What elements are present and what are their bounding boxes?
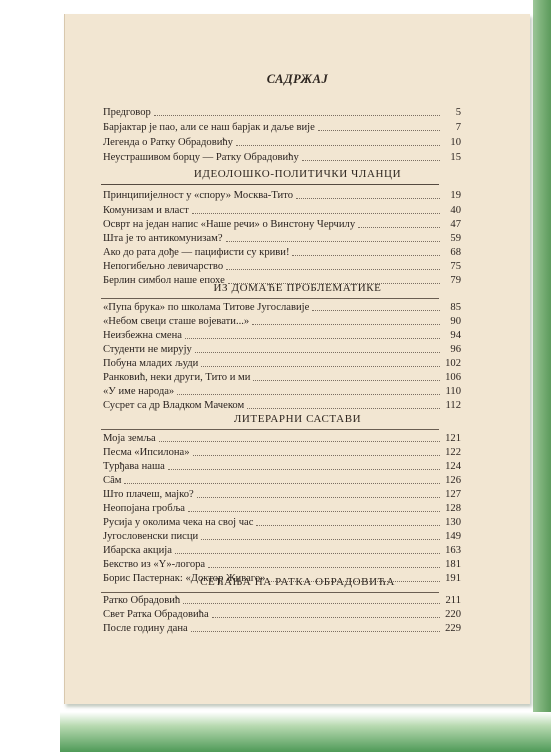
book-cover-edge bbox=[533, 0, 551, 752]
book-cover-bottom bbox=[60, 712, 551, 752]
entry-title: Русија у околима чека на свој час bbox=[103, 517, 254, 528]
entry-title: Моја земља bbox=[103, 433, 156, 444]
dot-leader bbox=[318, 129, 440, 131]
section-heading: ИДЕОЛОШКО-ПОЛИТИЧКИ ЧЛАНЦИ bbox=[193, 168, 402, 180]
toc-entry bbox=[103, 608, 461, 621]
entry-title: Ратко Обрадовић bbox=[103, 595, 181, 606]
entry-page: 40 bbox=[450, 205, 461, 216]
entry-title: Принципијелност у «спору» Москва-Тито bbox=[103, 190, 293, 201]
toc-entry bbox=[103, 246, 461, 259]
entry-page: 96 bbox=[450, 344, 461, 355]
toc-entry bbox=[103, 530, 461, 543]
entry-page: 68 bbox=[450, 247, 461, 258]
entry-title: «У име народа» bbox=[103, 386, 175, 397]
entry-page: 94 bbox=[450, 330, 461, 341]
entry-page: 106 bbox=[445, 372, 461, 383]
dot-leader bbox=[193, 454, 440, 456]
toc-entry bbox=[103, 136, 461, 149]
entry-title: Борис Пастернак: «Доктор Живаго» bbox=[103, 573, 266, 584]
toc-entry bbox=[103, 544, 461, 557]
entry-page: 124 bbox=[445, 461, 461, 472]
entry-title: Неопојана гробља bbox=[103, 503, 186, 514]
entry-page: 181 bbox=[445, 559, 461, 570]
section-heading: ЛИТЕРАРНИ САСТАВИ bbox=[233, 413, 362, 425]
entry-title: Непогибељно левичарство bbox=[103, 261, 224, 272]
dot-leader bbox=[124, 482, 440, 484]
entry-title: Осврт на један напис «Наше речи» о Винстону Черчилу bbox=[103, 219, 356, 230]
entry-page: 59 bbox=[450, 233, 461, 244]
entry-title: «Пупа брука» по школама Титове Југославије bbox=[103, 302, 310, 313]
page-title: САДРЖАЈ bbox=[266, 72, 329, 86]
entry-page: 128 bbox=[445, 503, 461, 514]
entry-page: 10 bbox=[450, 137, 461, 148]
toc-entry bbox=[103, 204, 461, 217]
entry-page: 130 bbox=[445, 517, 461, 528]
dot-leader bbox=[201, 538, 440, 540]
toc-entry bbox=[103, 189, 461, 202]
entry-title: Шта је то антикомунизам? bbox=[103, 233, 223, 244]
toc-entry bbox=[103, 218, 461, 231]
entry-page: 90 bbox=[450, 316, 461, 327]
dot-leader bbox=[201, 365, 440, 367]
dot-leader bbox=[185, 337, 440, 339]
entry-title: «Небом свеци сташе војевати...» bbox=[103, 316, 250, 327]
entry-page: 163 bbox=[445, 545, 461, 556]
entry-title: Турђава наша bbox=[103, 461, 165, 472]
dot-leader bbox=[159, 440, 440, 442]
entry-title: Ибарска акција bbox=[103, 545, 172, 556]
dot-leader bbox=[252, 323, 440, 325]
toc-entry bbox=[103, 232, 461, 245]
contents-page bbox=[64, 14, 530, 704]
toc-entry bbox=[103, 399, 461, 412]
entry-title: Сусрет са др Владком Мачеком bbox=[103, 400, 245, 411]
entry-page: 127 bbox=[445, 489, 461, 500]
dot-leader bbox=[197, 496, 440, 498]
section-heading: ИЗ ДОМАЋЕ ПРОБЛЕМАТИКЕ bbox=[213, 282, 382, 294]
toc-entry bbox=[103, 371, 461, 384]
entry-title: Бекство из «Y»-логора bbox=[103, 559, 206, 570]
dot-leader bbox=[154, 114, 440, 116]
entry-title: Неустрашивом борцу — Ратку Обрадовићу bbox=[103, 152, 299, 163]
dot-leader bbox=[226, 268, 440, 270]
toc-entry bbox=[103, 460, 461, 473]
toc-entry bbox=[103, 385, 461, 398]
entry-page: 122 bbox=[445, 447, 461, 458]
dot-leader bbox=[195, 351, 440, 353]
entry-page: 121 bbox=[445, 433, 461, 444]
dot-leader bbox=[177, 393, 440, 395]
dot-leader bbox=[212, 616, 440, 618]
entry-title: Песма «Ипсилона» bbox=[103, 447, 190, 458]
entry-page: 229 bbox=[445, 623, 461, 634]
entry-title: Предговор bbox=[103, 107, 151, 118]
entry-title: Студенти не мирују bbox=[103, 344, 192, 355]
entry-page: 19 bbox=[450, 190, 461, 201]
section-rule bbox=[101, 592, 439, 593]
toc-entry bbox=[103, 446, 461, 459]
entry-title: Берлин симбол наше епохе bbox=[103, 275, 225, 286]
entry-title: Барјактар је пао, али се наш барјак и даље вије bbox=[103, 122, 315, 133]
toc-entry bbox=[103, 343, 461, 356]
dot-leader bbox=[168, 468, 440, 470]
entry-page: 220 bbox=[445, 609, 461, 620]
entry-page: 85 bbox=[450, 302, 461, 313]
entry-title: Легенда о Ратку Обрадовићу bbox=[103, 137, 233, 148]
entry-page: 149 bbox=[445, 531, 461, 542]
entry-page: 112 bbox=[445, 400, 461, 411]
dot-leader bbox=[183, 602, 440, 604]
toc-entry bbox=[103, 106, 461, 119]
dot-leader bbox=[302, 159, 440, 161]
entry-page: 7 bbox=[455, 122, 461, 133]
dot-leader bbox=[253, 379, 440, 381]
entry-title: Ранковић, неки други, Тито и ми bbox=[103, 372, 251, 383]
toc-entry bbox=[103, 301, 461, 314]
entry-page: 110 bbox=[445, 386, 461, 397]
entry-page: 211 bbox=[445, 595, 461, 606]
entry-page: 191 bbox=[445, 573, 461, 584]
dot-leader bbox=[236, 144, 440, 146]
section-rule bbox=[101, 429, 439, 430]
entry-page: 47 bbox=[450, 219, 461, 230]
dot-leader bbox=[296, 197, 440, 199]
dot-leader bbox=[191, 630, 440, 632]
toc-entry bbox=[103, 357, 461, 370]
dot-leader bbox=[175, 552, 440, 554]
entry-page: 5 bbox=[455, 107, 461, 118]
toc-entry bbox=[103, 502, 461, 515]
toc-entry bbox=[103, 558, 461, 571]
toc-entry bbox=[103, 594, 461, 607]
entry-page: 79 bbox=[450, 275, 461, 286]
dot-leader bbox=[312, 309, 440, 311]
entry-page: 126 bbox=[445, 475, 461, 486]
entry-page: 102 bbox=[445, 358, 461, 369]
section-rule bbox=[101, 298, 439, 299]
toc-entry bbox=[103, 432, 461, 445]
dot-leader bbox=[358, 226, 440, 228]
entry-title: Свет Ратка Обрадовића bbox=[103, 609, 209, 620]
entry-title: Што плачеш, мајко? bbox=[103, 489, 194, 500]
toc-entry bbox=[103, 488, 461, 501]
toc-entry bbox=[103, 474, 461, 487]
toc-entry bbox=[103, 121, 461, 134]
dot-leader bbox=[247, 407, 440, 409]
dot-leader bbox=[192, 212, 440, 214]
toc-entry bbox=[103, 329, 461, 342]
entry-title: Побуна младих људи bbox=[103, 358, 199, 369]
dot-leader bbox=[188, 510, 440, 512]
entry-page: 15 bbox=[450, 152, 461, 163]
section-rule bbox=[101, 184, 439, 185]
entry-title: Неизбежна смена bbox=[103, 330, 182, 341]
entry-title: Комунизам и власт bbox=[103, 205, 189, 216]
toc-entry bbox=[103, 151, 461, 164]
section-heading: СЕЋАЊА НА РАТКА ОБРАДОВИЋА bbox=[200, 576, 395, 588]
toc-entry bbox=[103, 622, 461, 635]
dot-leader bbox=[226, 240, 440, 242]
entry-title: Ако до рата дође — пацифисти су криви! bbox=[103, 247, 290, 258]
dot-leader bbox=[292, 254, 440, 256]
dot-leader bbox=[256, 524, 440, 526]
toc-entry bbox=[103, 260, 461, 273]
toc-entry bbox=[103, 516, 461, 529]
dot-leader bbox=[208, 566, 440, 568]
toc-entry bbox=[103, 315, 461, 328]
entry-title: После годину дана bbox=[103, 623, 188, 634]
entry-page: 75 bbox=[450, 261, 461, 272]
entry-title: Југословенски писци bbox=[103, 531, 199, 542]
entry-title: Сâм bbox=[103, 475, 122, 486]
